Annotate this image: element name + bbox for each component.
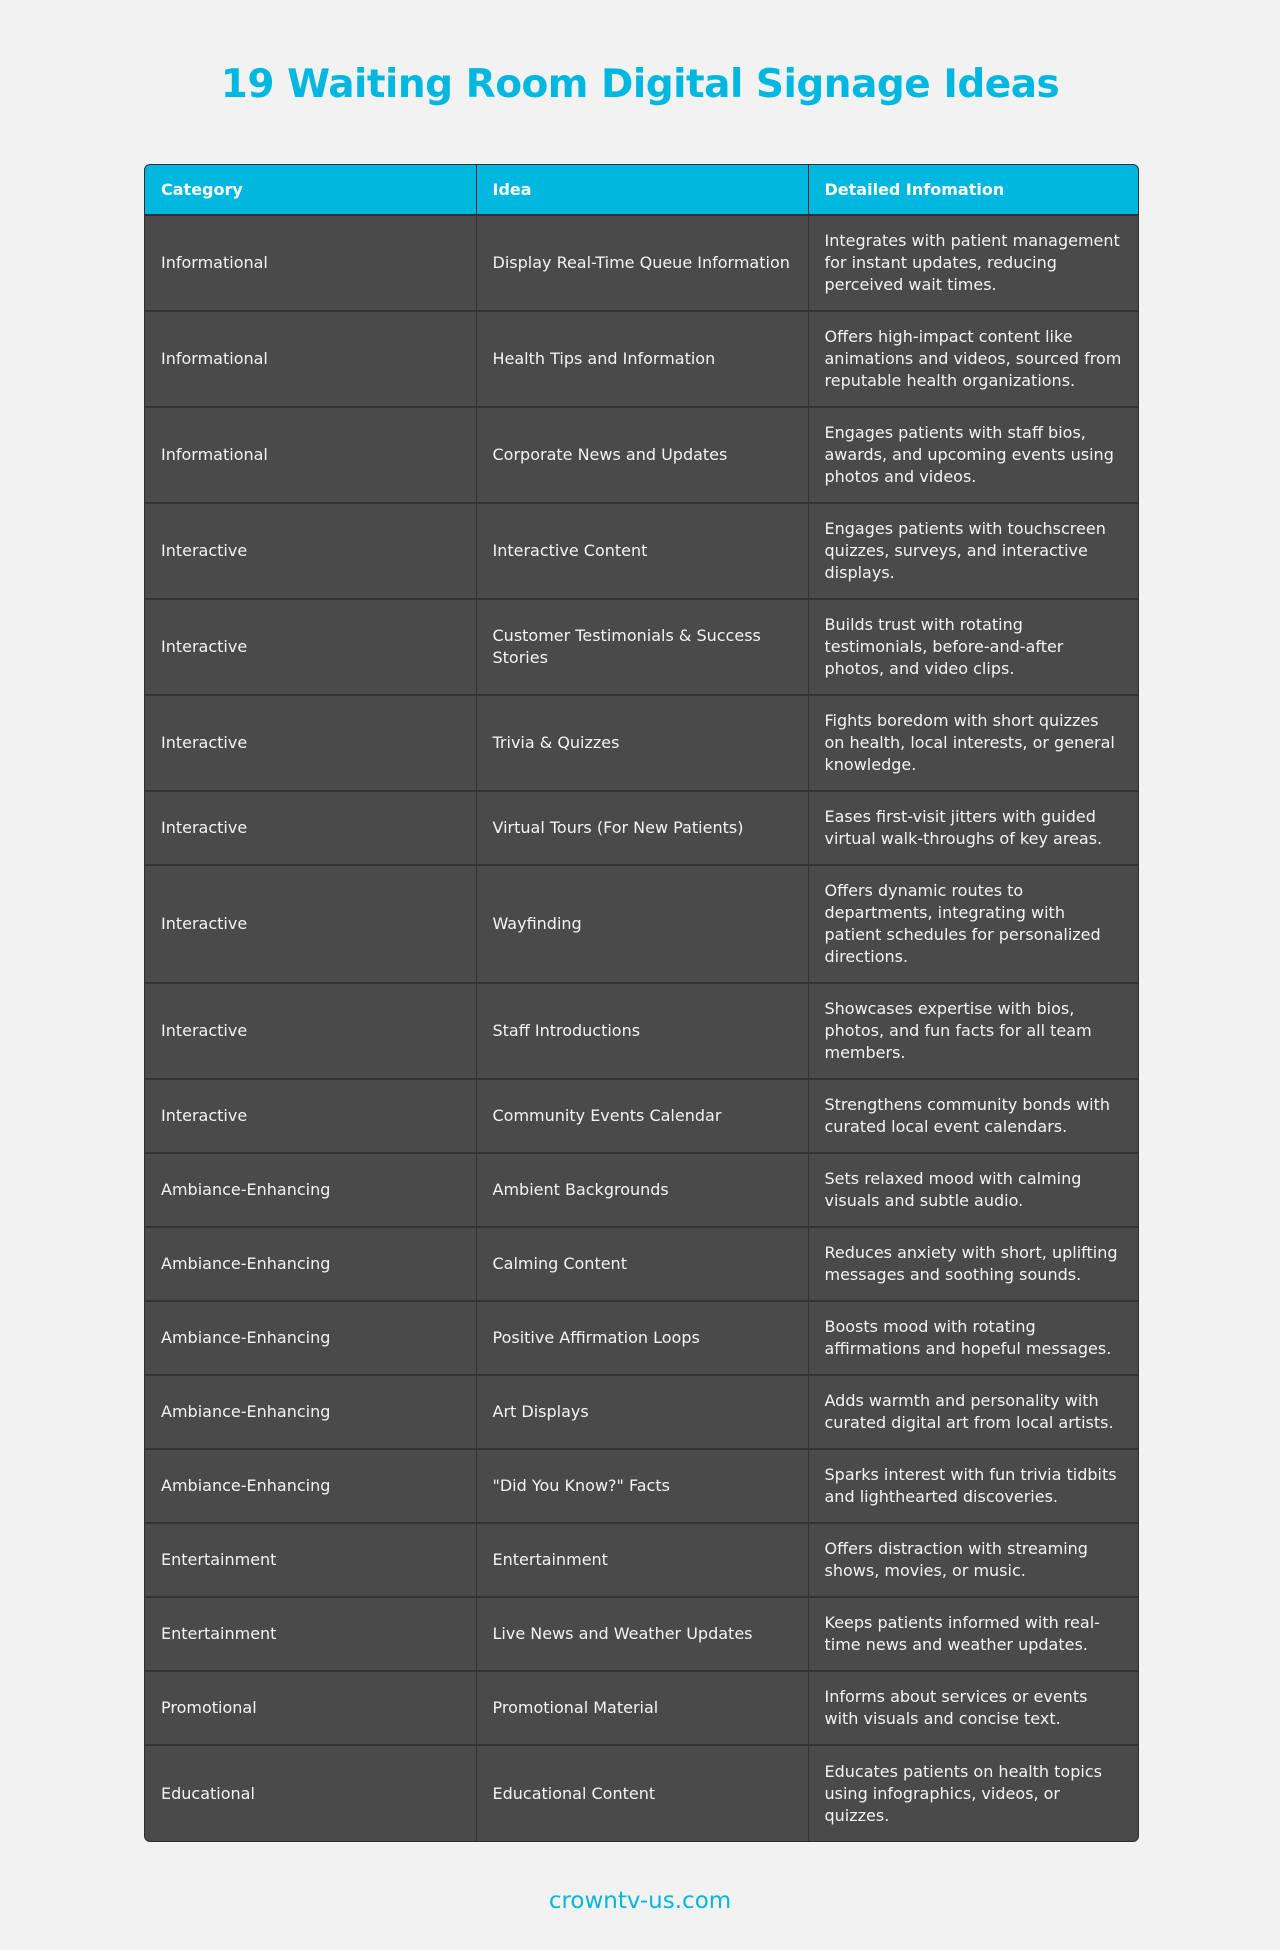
idea-cell: Staff Introductions	[476, 983, 808, 1079]
signage-ideas-table	[144, 164, 1139, 1842]
detail-cell: Showcases expertise with bios, photos, and fun facts for all team members.	[808, 983, 1138, 1079]
table-header-row	[145, 165, 1138, 215]
detail-cell: Integrates with patient management for instant updates, reducing perceived wait times.	[808, 215, 1138, 311]
detail-cell: Fights boredom with short quizzes on health, local interests, or general knowledge.	[808, 695, 1138, 791]
category-cell: Interactive	[145, 695, 476, 791]
detail-cell: Eases first-visit jitters with guided virtual walk-throughs of key areas.	[808, 791, 1138, 865]
category-cell: Entertainment	[145, 1597, 476, 1671]
detail-cell: Builds trust with rotating testimonials, before-and-after photos, and video clips.	[808, 599, 1138, 695]
table-row	[145, 503, 1138, 599]
idea-cell: Customer Testimonials & Success Stories	[476, 599, 808, 695]
idea-cell: Wayfinding	[476, 865, 808, 983]
detail-cell: Sparks interest with fun trivia tidbits and lighthearted discoveries.	[808, 1449, 1138, 1523]
table-row	[145, 1449, 1138, 1523]
category-cell: Informational	[145, 311, 476, 407]
category-cell: Interactive	[145, 983, 476, 1079]
table-row	[145, 1301, 1138, 1375]
category-cell: Ambiance-Enhancing	[145, 1375, 476, 1449]
idea-cell: Community Events Calendar	[476, 1079, 808, 1153]
detail-cell: Engages patients with staff bios, awards, and upcoming events using photos and videos.	[808, 407, 1138, 503]
category-cell: Interactive	[145, 791, 476, 865]
idea-cell: Positive Affirmation Loops	[476, 1301, 808, 1375]
category-cell: Informational	[145, 407, 476, 503]
idea-cell: Entertainment	[476, 1523, 808, 1597]
category-cell: Ambiance-Enhancing	[145, 1153, 476, 1227]
header-category: Category	[145, 165, 476, 215]
idea-cell: Interactive Content	[476, 503, 808, 599]
idea-cell: Display Real-Time Queue Information	[476, 215, 808, 311]
category-cell: Interactive	[145, 503, 476, 599]
detail-cell: Boosts mood with rotating affirmations and hopeful messages.	[808, 1301, 1138, 1375]
detail-cell: Offers dynamic routes to departments, integrating with patient schedules for personalized directions.	[808, 865, 1138, 983]
table-row	[145, 791, 1138, 865]
category-cell: Interactive	[145, 599, 476, 695]
idea-cell: Trivia & Quizzes	[476, 695, 808, 791]
idea-cell: Virtual Tours (For New Patients)	[476, 791, 808, 865]
category-cell: Ambiance-Enhancing	[145, 1301, 476, 1375]
detail-cell: Sets relaxed mood with calming visuals and subtle audio.	[808, 1153, 1138, 1227]
table-row	[145, 1523, 1138, 1597]
table-row	[145, 1375, 1138, 1449]
header-idea: Idea	[476, 165, 808, 215]
table-row	[145, 1671, 1138, 1745]
idea-cell: Promotional Material	[476, 1671, 808, 1745]
table-row	[145, 1079, 1138, 1153]
table-row	[145, 599, 1138, 695]
idea-cell: Calming Content	[476, 1227, 808, 1301]
detail-cell: Offers distraction with streaming shows, movies, or music.	[808, 1523, 1138, 1597]
header-detailed-information: Detailed Infomation	[808, 165, 1138, 215]
idea-cell: Corporate News and Updates	[476, 407, 808, 503]
page-title: 19 Waiting Room Digital Signage Ideas	[220, 62, 1060, 107]
detail-cell: Offers high-impact content like animations and videos, sourced from reputable health organizations.	[808, 311, 1138, 407]
table-row	[145, 1153, 1138, 1227]
table-row	[145, 1597, 1138, 1671]
detail-cell: Engages patients with touchscreen quizzes, surveys, and interactive displays.	[808, 503, 1138, 599]
site-url-footer[interactable]: crowntv-us.com	[548, 1888, 732, 1914]
category-cell: Informational	[145, 215, 476, 311]
table-row	[145, 865, 1138, 983]
category-cell: Interactive	[145, 1079, 476, 1153]
idea-cell: Educational Content	[476, 1745, 808, 1841]
detail-cell: Strengthens community bonds with curated local event calendars.	[808, 1079, 1138, 1153]
idea-cell: Health Tips and Information	[476, 311, 808, 407]
idea-cell: Ambient Backgrounds	[476, 1153, 808, 1227]
idea-cell: Art Displays	[476, 1375, 808, 1449]
table-row	[145, 311, 1138, 407]
detail-cell: Keeps patients informed with real-time news and weather updates.	[808, 1597, 1138, 1671]
detail-cell: Adds warmth and personality with curated digital art from local artists.	[808, 1375, 1138, 1449]
table-row	[145, 983, 1138, 1079]
category-cell: Interactive	[145, 865, 476, 983]
idea-cell: "Did You Know?" Facts	[476, 1449, 808, 1523]
category-cell: Educational	[145, 1745, 476, 1841]
category-cell: Entertainment	[145, 1523, 476, 1597]
category-cell: Ambiance-Enhancing	[145, 1227, 476, 1301]
detail-cell: Informs about services or events with visuals and concise text.	[808, 1671, 1138, 1745]
table-row	[145, 1227, 1138, 1301]
table-row	[145, 695, 1138, 791]
detail-cell: Educates patients on health topics using infographics, videos, or quizzes.	[824, 1761, 1102, 1825]
table-row	[145, 407, 1138, 503]
table-row	[145, 215, 1138, 311]
table-row	[145, 1745, 1138, 1841]
idea-cell: Live News and Weather Updates	[476, 1597, 808, 1671]
detail-cell: Reduces anxiety with short, uplifting messages and soothing sounds.	[808, 1227, 1138, 1301]
category-cell: Ambiance-Enhancing	[145, 1449, 476, 1523]
category-cell: Promotional	[145, 1671, 476, 1745]
